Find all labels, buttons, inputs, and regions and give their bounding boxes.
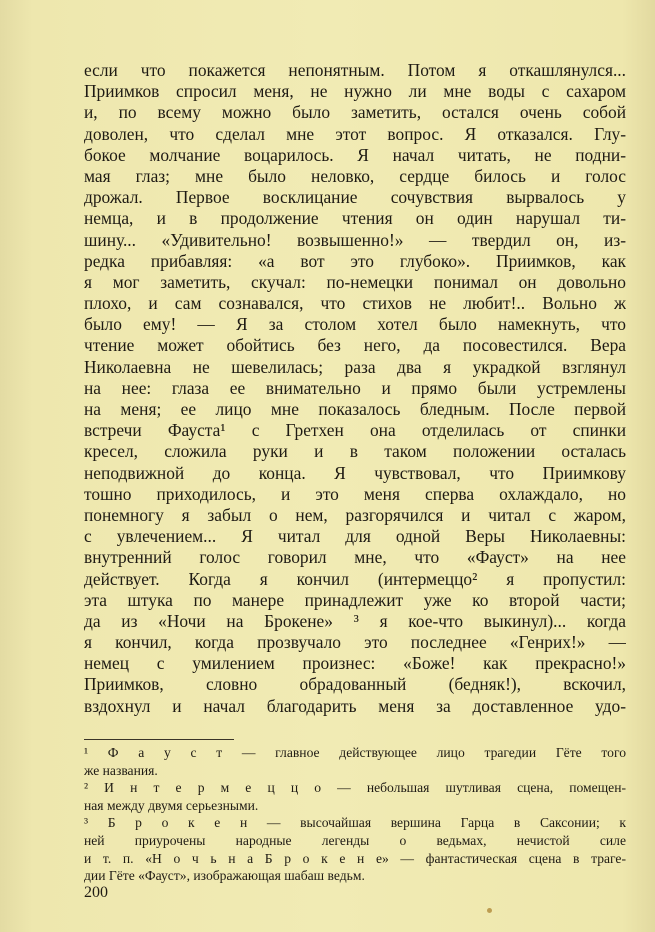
- footnote-line: ³ Б р о к е н — высочайшая вершина Гарца в Саксонии; к: [84, 815, 626, 831]
- text-line: эта штука по манере принадлежит уже ко второй части;: [84, 589, 626, 610]
- text-line: бокое молчание воцарилось. Я начал читать, не подни-: [84, 144, 626, 165]
- text-line: я кончил, когда прозвучало это последнее «Генрих!» —: [84, 632, 626, 653]
- text-line: шину... «Удивительно! возвышенно!» — твердил он, из-: [84, 229, 626, 250]
- text-line: я мог заметить, скучал: по-немецки понимал он довольно: [84, 271, 626, 292]
- main-text-block: [84, 60, 626, 717]
- text-line: немец с умилением произнес: «Боже! как прекрасно!»: [84, 653, 626, 674]
- text-line: на меня; ее лицо мне показалось бледным. После первой: [84, 399, 626, 419]
- footnote-divider: [84, 739, 234, 740]
- text-line: понемногу я забыл о нем, разгорячился и читал с жаром,: [84, 504, 626, 525]
- text-line: Приимков, словно обрадованный (бедняк!), вскочил,: [84, 674, 626, 695]
- footnote-line: ² И н т е р м е ц ц о — небольшая шутливая сцена, помещен-: [84, 780, 626, 796]
- paper-speck: [487, 908, 492, 913]
- text-line: с увлечением... Я читал для одной Веры Николаевны:: [84, 526, 626, 547]
- text-line: да из «Ночи на Брокене» ³ я кое-что выкинул)... когда: [84, 610, 626, 631]
- text-line: Николаевна не шевелилась; раза два я украдкой взглянул: [84, 356, 626, 377]
- footnote-line: ¹ Ф а у с т — главное действующее лицо трагедии Гёте того: [84, 745, 626, 760]
- text-line: доволен, что сделал мне этот вопрос. Я отказался. Глу-: [84, 123, 626, 144]
- footnote-line: и т. п. «Н о ч ь н а Б р о к е н е» — фантастическая сцена в траге-: [84, 850, 626, 866]
- text-line: если что покажется непонятным. Потом я откашлянулся...: [84, 60, 626, 80]
- text-line: плохо, и сам сознавался, что стихов не любит!.. Вольно ж: [84, 293, 626, 314]
- text-line: чтение может обойтись без него, да посовестился. Вера: [84, 335, 626, 356]
- footnotes-block: [84, 744, 626, 885]
- page-number: 200: [84, 884, 108, 901]
- text-line: кресел, сложила руки и в таком положении осталась: [84, 441, 626, 462]
- text-line: вздохнул и начал благодарить меня за доставленное удо-: [84, 695, 626, 716]
- text-line: встречи Фауста¹ с Гретхен она отделилась от спинки: [84, 420, 626, 441]
- footnote-line: ней приурочены народные легенды о ведьмах, нечистой силе: [84, 832, 626, 848]
- footnote-line: же названия.: [84, 762, 158, 778]
- text-line: мая глаз; мне было неловко, сердце билось и голос: [84, 165, 626, 186]
- text-line: действует. Когда я кончил (интермеццо² я пропустил:: [84, 568, 626, 589]
- text-line: редка прибавляя: «а вот это глубоко». Приимков, как: [84, 250, 626, 271]
- text-line: и, по всему можно было заметить, остался очень собой: [84, 102, 626, 123]
- text-line: дрожал. Первое восклицание сочувствия вырвалось у: [84, 187, 626, 208]
- text-line: внутренний голос говорил мне, что «Фауст» на нее: [84, 547, 626, 568]
- footnote-line: дии Гёте «Фауст», изображающая шабаш ведьм.: [84, 868, 365, 884]
- text-line: немца, и в продолжение чтения он один нарушал ти-: [84, 208, 626, 229]
- text-line: неподвижной до конца. Я чувствовал, что Приимкову: [84, 462, 626, 483]
- text-line: тошно приходилось, и это меня сперва охлаждало, но: [84, 483, 626, 504]
- text-line: было ему! — Я за столом хотел было намекнуть, что: [84, 314, 626, 335]
- text-line: Приимков спросил меня, не нужно ли мне воды с сахаром: [84, 81, 626, 102]
- text-line: на нее: глаза ее внимательно и прямо были устремлены: [84, 377, 626, 398]
- footnote-line: ная между двумя серьезными.: [84, 797, 259, 813]
